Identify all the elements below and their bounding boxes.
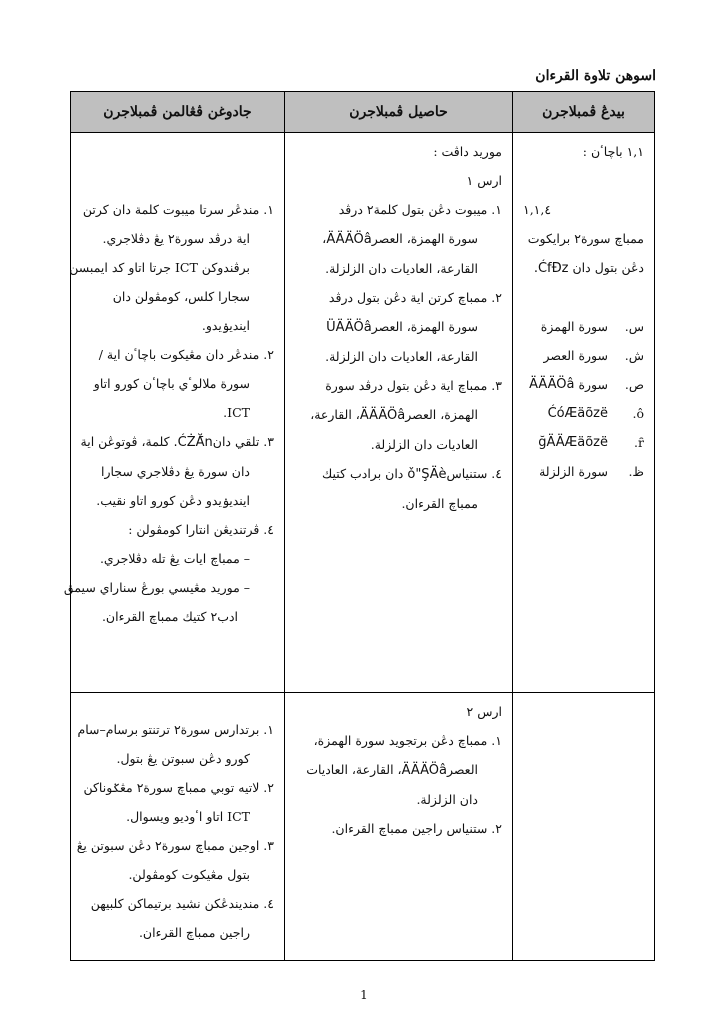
- outcome-line: ٢. ممباچ كرتن اية دڠن بتول درڤد: [328, 290, 502, 305]
- area-subcode: ١,١,٤: [523, 202, 552, 217]
- activity-line: – موريد مڠيسي بورڠ سناراي سيمق: [63, 580, 250, 595]
- activity-line: كورو دڠن سبوتن يڠ بتول.: [116, 751, 250, 766]
- activity-line: اينديۏيدو.: [201, 318, 250, 333]
- outcome-line: ١. ميبوت دڠن بتول كلمة٢ درڤد: [338, 202, 502, 217]
- outcome-line: الهمزة، العصرÄÄÄÖâ، القارعة،: [310, 407, 478, 423]
- activity-line: ادب٢ كتيك ممباچ القرءان.: [101, 609, 238, 624]
- activity-line: – ممباچ ايات يڠ تله دڤلاجري.: [99, 551, 250, 566]
- area-desc-2: دڠن بتول دان ĆfĐz.: [533, 260, 644, 276]
- activity-line: ٤. منديندڠكن نشيد برتيماكن كلبيهن: [90, 896, 274, 911]
- outcome-intro: موريد داڤت :: [433, 144, 502, 159]
- activity-line: سجارا كلس، كومڤولن دان: [112, 289, 250, 304]
- activity-line: برڤندوكن ICT جرتا اتاو كد ايمبسن: [69, 260, 250, 275]
- activity-line: ٢. مندڠر دان مڠيكوت باچاٴن اية /: [98, 347, 274, 362]
- activity-line: ICT اتاو اٴوديو ويسوال.: [126, 809, 250, 824]
- activity-line: سورة ملالوٴي باچاٴن كورو اتاو: [93, 376, 250, 391]
- outcome-line: العصرÄÄÄÖâ، القارعة، العاديات: [306, 762, 478, 778]
- page-number: 1: [360, 988, 368, 1002]
- activity-line: ٣. اوجين ممباچ سورة٢ دڠن سبوتن يڠ: [76, 838, 274, 853]
- outcome-line: سورة الهمزة، العصرÜÄÄÖâ: [326, 319, 478, 335]
- outcome-line: القارعة، العاديات دان الزلزلة.: [325, 349, 478, 364]
- activity-line: ICT.: [223, 405, 250, 420]
- surah-item: ȓ. ğÄÄÆäõzë: [538, 435, 644, 450]
- area-desc-1: ممباچ سورة٢ برايكوت: [527, 231, 644, 246]
- outcome-line: ٣. ممباچ اية دڠن بتول درڤد سورة: [325, 378, 502, 393]
- activity-line: ٢. لاتيه توبي ممباچ سورة٢ مڠݢوناكن: [83, 780, 274, 795]
- header-learning-area: بيدڠ ڤمبلاجرن: [513, 92, 655, 133]
- content-row-1: [71, 133, 655, 693]
- lesson-plan-table: [63, 91, 655, 961]
- activity-line: راجين ممباچ القرءان.: [138, 925, 250, 940]
- outcome-line: دان الزلزلة.: [416, 792, 478, 807]
- outcome-line: ٤. ستنياسǒ"ŞÄè دان برادب كتيك: [322, 466, 502, 482]
- outcome-line: ممباچ القرءان.: [401, 496, 478, 511]
- surah-item: ص. سورة ÄÄÄÖâ: [529, 377, 644, 392]
- surah-item: ش. سورة العصر: [543, 348, 644, 363]
- learning-area-cell: [513, 133, 655, 693]
- page-title: اسوهن تلاوة القرءان: [535, 68, 656, 84]
- activity-line: ٤. ڤرتنديڠن انتارا كومڤولن :: [128, 522, 274, 537]
- activity-line: دان سورة يڠ دڤلاجري سجارا: [100, 464, 250, 479]
- header-learning-outcome: حاصيل ڤمبلاجرن: [285, 92, 513, 133]
- surah-item: ô. ĆóÆäõzë: [547, 406, 644, 421]
- learning-experience-cell: [63, 133, 285, 693]
- surah-item: ظ. سورة الزلزلة: [539, 464, 644, 479]
- learning-experience-cell-2: [71, 693, 285, 961]
- header-learning-experience: جادوغن ڤڠالمن ڤمبلاجرن: [71, 92, 285, 133]
- learning-area-cell-2: [513, 693, 655, 961]
- activity-line: اية درڤد سورة٢ يڠ دڤلاجري.: [102, 231, 250, 246]
- outcome-line: ١. ممباچ دڠن برتجويد سورة الهمزة،: [313, 733, 502, 748]
- outcome-line: ٢. ستنياس راجين ممباچ القرءان.: [331, 821, 502, 836]
- surah-item: س. سورة الهمزة: [540, 319, 644, 334]
- learning-outcome-cell: [285, 133, 513, 693]
- activity-line: ١. مندڠر سرتا ميبوت كلمة دان كرتن: [82, 202, 274, 217]
- outcome-line: العاديات دان الزلزلة.: [370, 437, 478, 452]
- outcome-line: سورة الهمزة، العصرÄÄÄÖâ،: [322, 231, 478, 247]
- learning-outcome-cell-2: [285, 693, 513, 961]
- activity-line: اينديۏيدو دڠن كورو اتاو نقيب.: [96, 493, 250, 508]
- outcome-line: القارعة، العاديات دان الزلزلة.: [325, 261, 478, 276]
- header-row: [71, 92, 655, 133]
- content-row-2: [71, 693, 655, 961]
- activity-line: ٣. تلقي دانĆŻĂ̄n. كلمة، ڤوتوڠن اية: [80, 434, 274, 450]
- area-heading: ١,١ باچاٴن :: [582, 144, 644, 159]
- outcome-level: ارس ٢: [466, 704, 502, 719]
- outcome-level: ارس ١: [466, 173, 502, 188]
- activity-line: بتول مڠيكوت كومڤولن.: [128, 867, 250, 882]
- activity-line: ١. برتدارس سورة٢ ترتنتو برسام–سام: [77, 722, 274, 737]
